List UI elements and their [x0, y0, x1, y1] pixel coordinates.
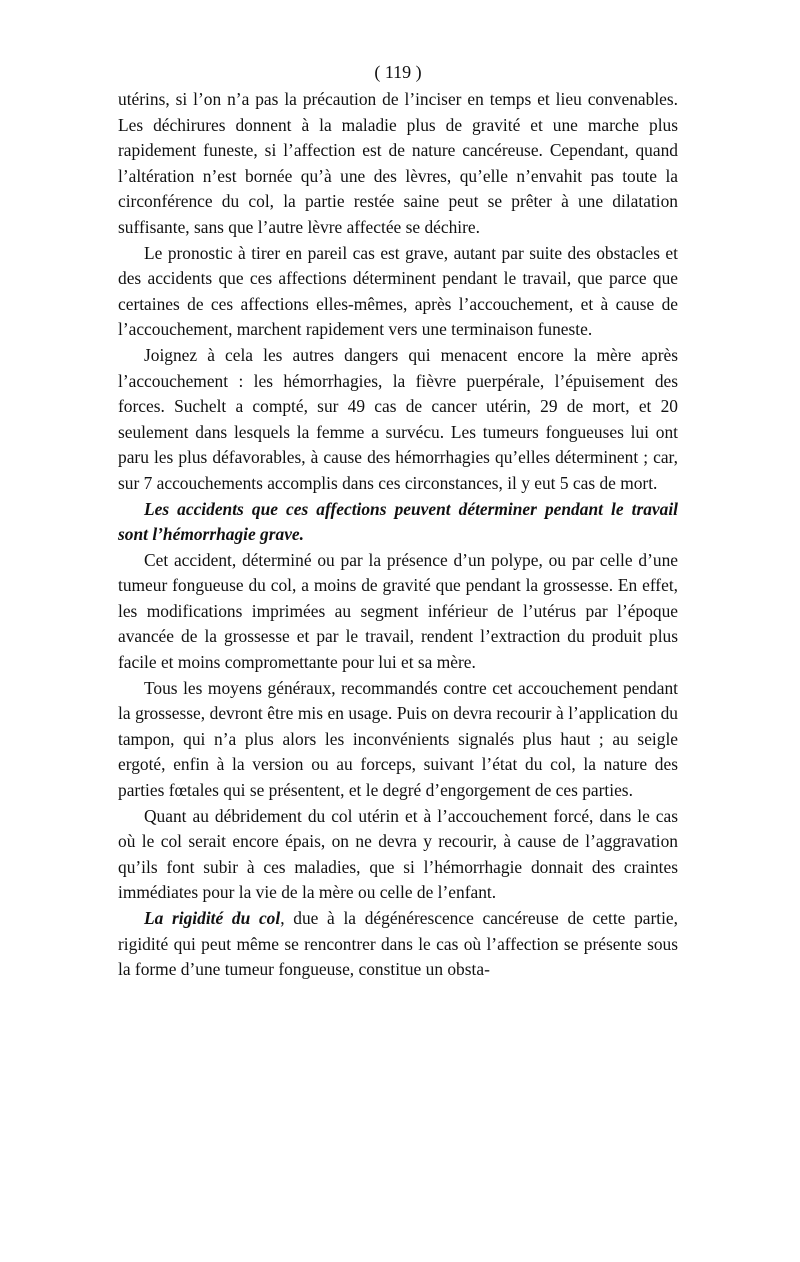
- paragraph-debridement: Quant au débridement du col utérin et à l’accouchement forcé, dans le cas où le col serait encore épais, on ne devra y recourir, à cause de l’aggravation qu’ils font subir à ces maladies, que si l’hémorrhagie donnait des craintes immédiates pour la vie de la mère ou celle de l’enfant.: [118, 805, 678, 903]
- paragraph-cet-accident: Cet accident, déterminé ou par la présence d’un polype, ou par celle d’une tumeur fongueuse du col, a moins de gravité que pendant la grossesse. En effet, les modifications imprimées au segment inférieur de l’utérus par l’époque avancée de la grossesse et par le travail, rendent l’extraction du produit plus facile et moins compromettante pour lui et sa mère.: [118, 549, 678, 673]
- paragraph-joignez: Joignez à cela les autres dangers qui menacent encore la mère après l’accouchement : les hémorrhagies, la fièvre puerpérale, l’épuisement des forces. Suchelt a compté, sur 49 cas de cancer utérin, 29 de mort, et 20 seulement dans lesquels la femme a survécu. Les tumeurs fongueuses lui ont paru les plus défavorables, à cause des hémorrhagies qu’elles déterminent ; car, sur 7 accouchements accomplis dans ces circonstances, il y eut 5 cas de mort.: [118, 344, 678, 493]
- paragraph-rigidite: [118, 906, 678, 983]
- rigidite-lead: La rigidité du col: [144, 908, 281, 928]
- book-page: [118, 58, 678, 983]
- rigidite-body: , due à la dégénérescence cancéreuse de cette partie, rigidité qui peut même se rencontrer dans le cas où l’affection se présente sous la forme d’une tumeur fongueuse, constitue un obsta-: [118, 908, 678, 980]
- paragraph-moyens-generaux: Tous les moyens généraux, recommandés contre cet accouchement pendant la grossesse, devront être mis en usage. Puis on devra recourir à l’application du tampon, qui n’a plus alors les inconvénients signalés plus haut ; au seigle ergoté, enfin à la version ou au forceps, suivant l’état du col, la nature des parties fœtales qui se présentent, et le degré d’engorgement de ces parties.: [118, 677, 678, 801]
- paragraph-uterins: utérins, si l’on n’a pas la précaution de l’inciser en temps et lieu convenables. Les déchirures donnent à la maladie plus de gravité et une marche plus rapidement funeste, si l’affection est de nature cancéreuse. Cependant, quand l’altération n’est bornée qu’à une des lèvres, qu’elle n’envahit pas toute la circonférence du col, la partie restée saine peut se prêter à une dilatation suffisante, sans que l’autre lèvre affectée se déchire.: [118, 89, 678, 237]
- paragraph-pronostic: Le pronostic à tirer en pareil cas est grave, autant par suite des obstacles et des accidents que ces affections déterminent pendant le travail, que parce que certaines de ces affections elles-mêmes, après l’accouchement, et à cause de l’accouchement, marchent rapidement vers une terminaison funeste.: [118, 242, 678, 340]
- page-number: ( 119 ): [374, 62, 422, 82]
- section-heading-accidents: Les accidents que ces affections peuvent déterminer pendant le travail sont l’hémorrhagie grave.: [118, 498, 678, 545]
